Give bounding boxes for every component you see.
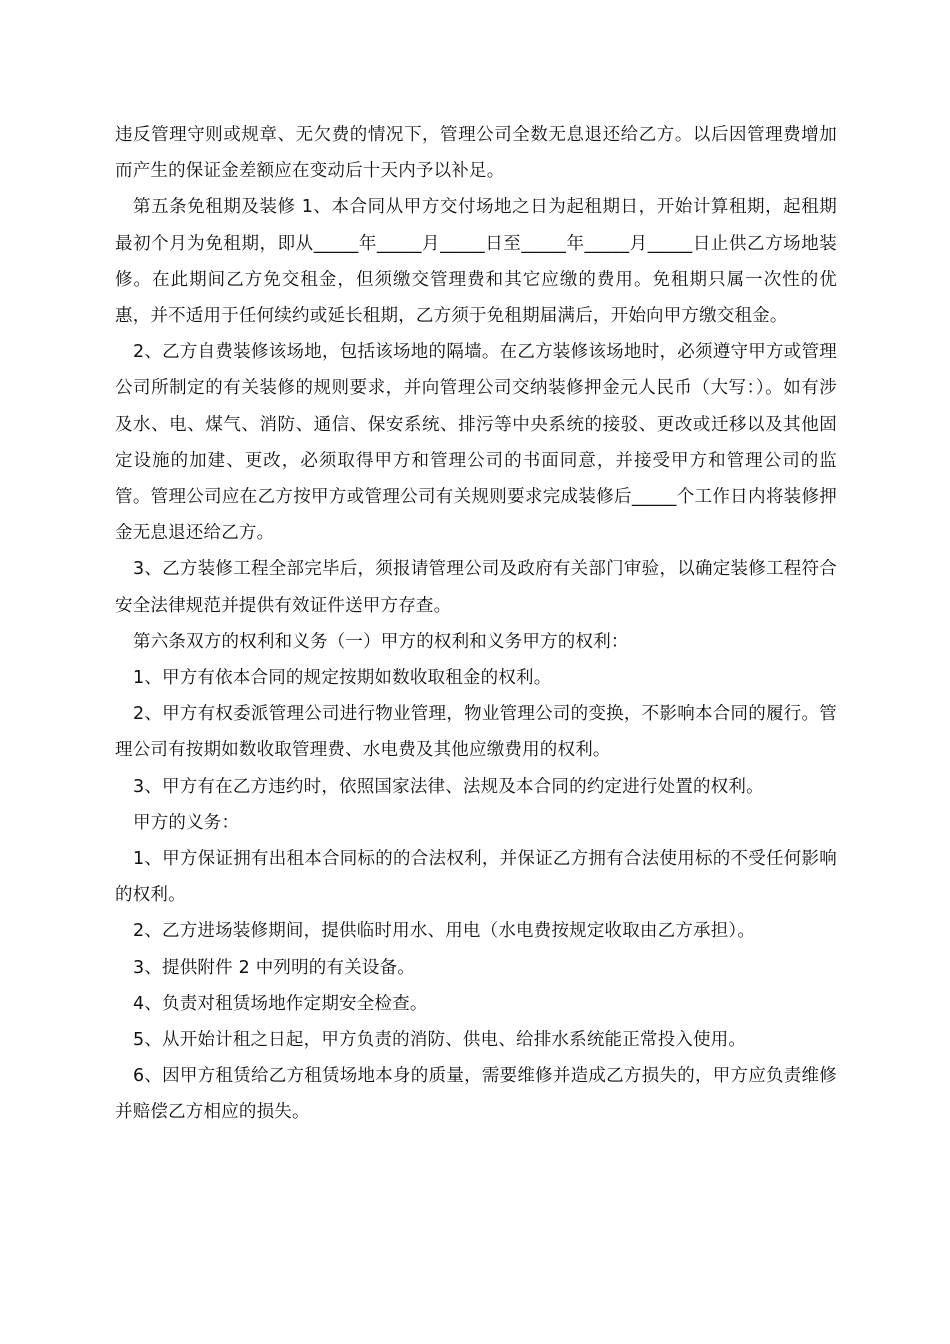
paragraph-article-5-item-2: 2、乙方自费装修该场地，包括该场地的隔墙。在乙方装修该场地时，必须遵守甲方或管理公司所制定的有关装修的规则要求，并向管理公司交纳装修押金元人民币（大写：）。如有涉及水、电、煤气、消防、通信、保安系统、排污等中央系统的接驳、更改或迁移以及其他固定设施的加建、更改，必须取得甲方和管理公司的书面同意，并接受甲方和管理公司的监管。管理公司应在乙方按甲方或管理公司有关规则要求完成装修后_____个工作日内将装修押金无息退还给乙方。 [115, 342, 837, 544]
paragraph-party-a-right-1: 1、甲方有依本合同的规定按期如数收取租金的权利。 [133, 668, 552, 689]
paragraph-article-5-item-3: 3、乙方装修工程全部完毕后，须报请管理公司及政府有关部门审验，以确定装修工程符合安全法律规范并提供有效证件送甲方存查。 [115, 559, 837, 616]
paragraph-party-a-duty-6: 6、因甲方租赁给乙方租赁场地本身的质量，需要维修并造成乙方损失的，甲方应负责维修并赔偿乙方相应的损失。 [115, 1066, 837, 1123]
paragraph-continuation: 违反管理守则或规章、无欠费的情况下，管理公司全数无息退还给乙方。以后因管理费增加而产生的保证金差额应在变动后十天内予以补足。 [115, 125, 837, 182]
document-body [115, 117, 837, 1131]
paragraph-party-a-duty-1: 1、甲方保证拥有出租本合同标的的合法权利，并保证乙方拥有合法使用标的不受任何影响的权利。 [115, 849, 837, 906]
paragraph-article-6-heading: 第六条双方的权利和义务（一）甲方的权利和义务甲方的权利： [133, 631, 629, 652]
paragraph-party-a-duties-heading: 甲方的义务： [133, 812, 240, 833]
paragraph-party-a-duty-5: 5、从开始计租之日起，甲方负责的消防、供电、给排水系统能正常投入使用。 [133, 1030, 747, 1051]
paragraph-party-a-duty-2: 2、乙方进场装修期间，提供临时用水、用电（水电费按规定收取由乙方承担）。 [133, 921, 756, 942]
paragraph-party-a-duty-3: 3、提供附件 2 中列明的有关设备。 [133, 957, 415, 978]
paragraph-article-5: 第五条免租期及装修 1、本合同从甲方交付场地之日为起租期日，开始计算租期，起租期最初个月为免租期，即从_____年_____月_____日至_____年_____月_____日止供乙方场地装修。在此期间乙方免交租金，但须缴交管理费和其它应缴的费用。免租期只属一次性的优惠，并不适用于任何续约或延长租期，乙方须于免租期届满后，开始向甲方缴交租金。 [115, 197, 837, 327]
paragraph-party-a-duty-4: 4、负责对租赁场地作定期安全检查。 [133, 993, 428, 1014]
paragraph-party-a-right-3: 3、甲方有在乙方违约时，依照国家法律、法规及本合同的约定进行处置的权利。 [133, 776, 764, 797]
paragraph-party-a-right-2: 2、甲方有权委派管理公司进行物业管理，物业管理公司的变换，不影响本合同的履行。管理公司有按期如数收取管理费、水电费及其他应缴费用的权利。 [115, 704, 837, 761]
